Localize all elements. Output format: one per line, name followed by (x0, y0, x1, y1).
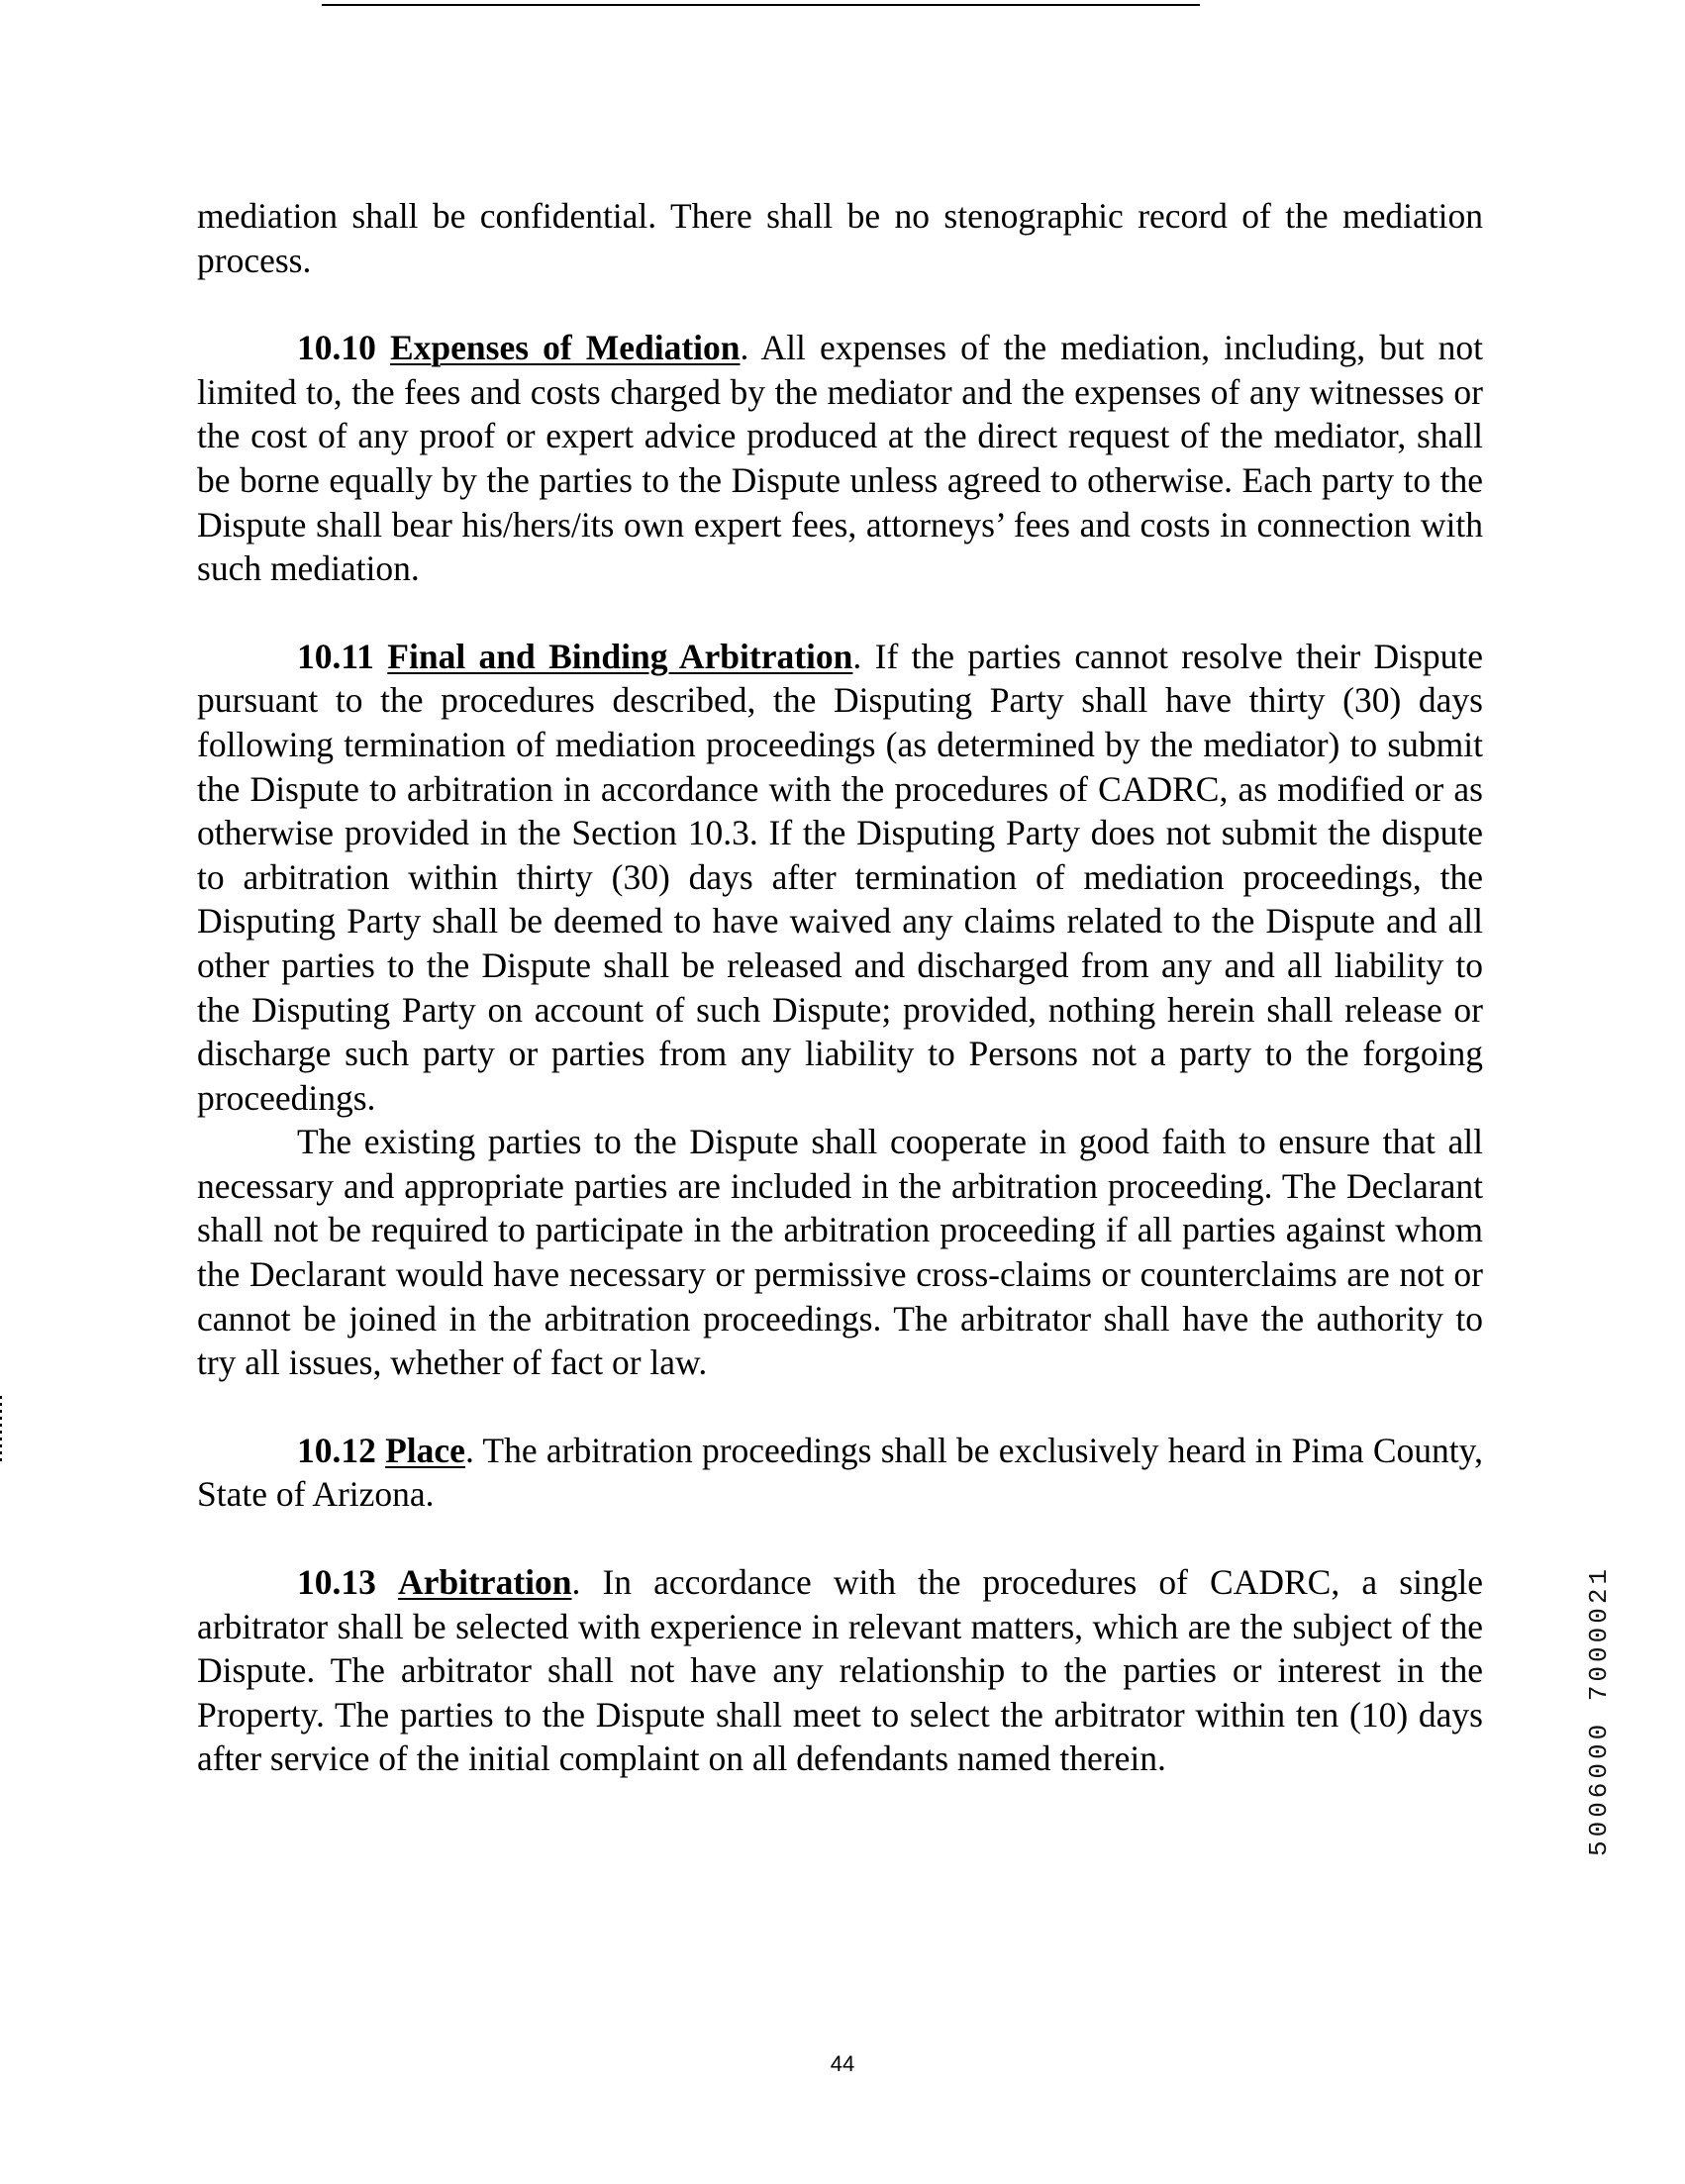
section-number: 10.12 (297, 1430, 376, 1470)
section-title: Arbitration (397, 1562, 572, 1603)
page-number: 44 (830, 2051, 855, 2076)
continuation-paragraph: mediation shall be confidential. There shall be no stenographic record of the mediation process. (197, 196, 1483, 280)
section-number: 10.11 (297, 636, 374, 676)
section-title: Final and Binding Arbitration (387, 636, 853, 676)
section-title: Place (385, 1430, 465, 1470)
section-body: . If the parties cannot resolve their Dispute pursuant to the procedures described, the Disputing Party shall have thirty (30) days following termination of mediation proceedings (as determined by the mediator) to submit the Dispute to arbitration in accordance with the procedures of CADRC, as modified or as otherwise provided in the Section 10.3. If the Disputing Party does not submit the dispute to arbitration within thirty (30) days after termination of mediation proceedings, the Disputing Party shall be deemed to have waived any claims related to the Dispute and all other parties to the Dispute shall be released and discharged from any and all liability to the Disputing Party on account of such Dispute; provided, nothing herein shall release or discharge such party or parties from any liability to Persons not a party to the forgoing proceedings. (197, 636, 1483, 1118)
left-margin-marks (0, 1396, 2, 1461)
section-number: 10.10 (297, 328, 376, 368)
document-body (197, 194, 1483, 1781)
section-10-13-paragraph (197, 1560, 1483, 1781)
section-number: 10.13 (297, 1562, 376, 1603)
recording-stamp: 5006000 7000021 (1584, 1564, 1614, 1856)
section-10-11-continuation: The existing parties to the Dispute shall cooperate in good faith to ensure that all necessary and appropriate parties are included in the arbitration proceeding. The Declarant shall not be required to participate in the arbitration proceeding if all parties against whom the Declarant would have necessary or permissive cross-claims or counterclaims are not or cannot be joined in the arbitration proceedings. The arbitrator shall have the authority to try all issues, whether of fact or law. (197, 1122, 1483, 1383)
section-10-11-paragraph (197, 635, 1483, 1121)
top-edge-rule (322, 4, 1200, 6)
section-body: . All expenses of the mediation, including, but not limited to, the fees and costs charged by the mediator and the expenses of any witnesses or the cost of any proof or expert advice produced at the direct request of the mediator, shall be borne equally by the parties to the Dispute unless agreed to otherwise. Each party to the Dispute shall bear his/hers/its own expert fees, attorneys’ fees and costs in connection with such mediation. (197, 328, 1483, 589)
section-10-12-paragraph (197, 1429, 1483, 1517)
section-title: Expenses of Mediation (389, 328, 741, 368)
section-10-10-paragraph (197, 326, 1483, 591)
section-body: . The arbitration proceedings shall be exclusively heard in Pima County, State of Arizona. (197, 1430, 1483, 1515)
section-body: . In accordance with the procedures of CADRC, a single arbitrator shall be selected with experience in relevant matters, which are the subject of the Dispute. The arbitrator shall not have any relationship to the parties or interest in the Property. The parties to the Dispute shall meet to select the arbitrator within ten (10) days after service of the initial complaint on all defendants named therein. (197, 1562, 1483, 1779)
